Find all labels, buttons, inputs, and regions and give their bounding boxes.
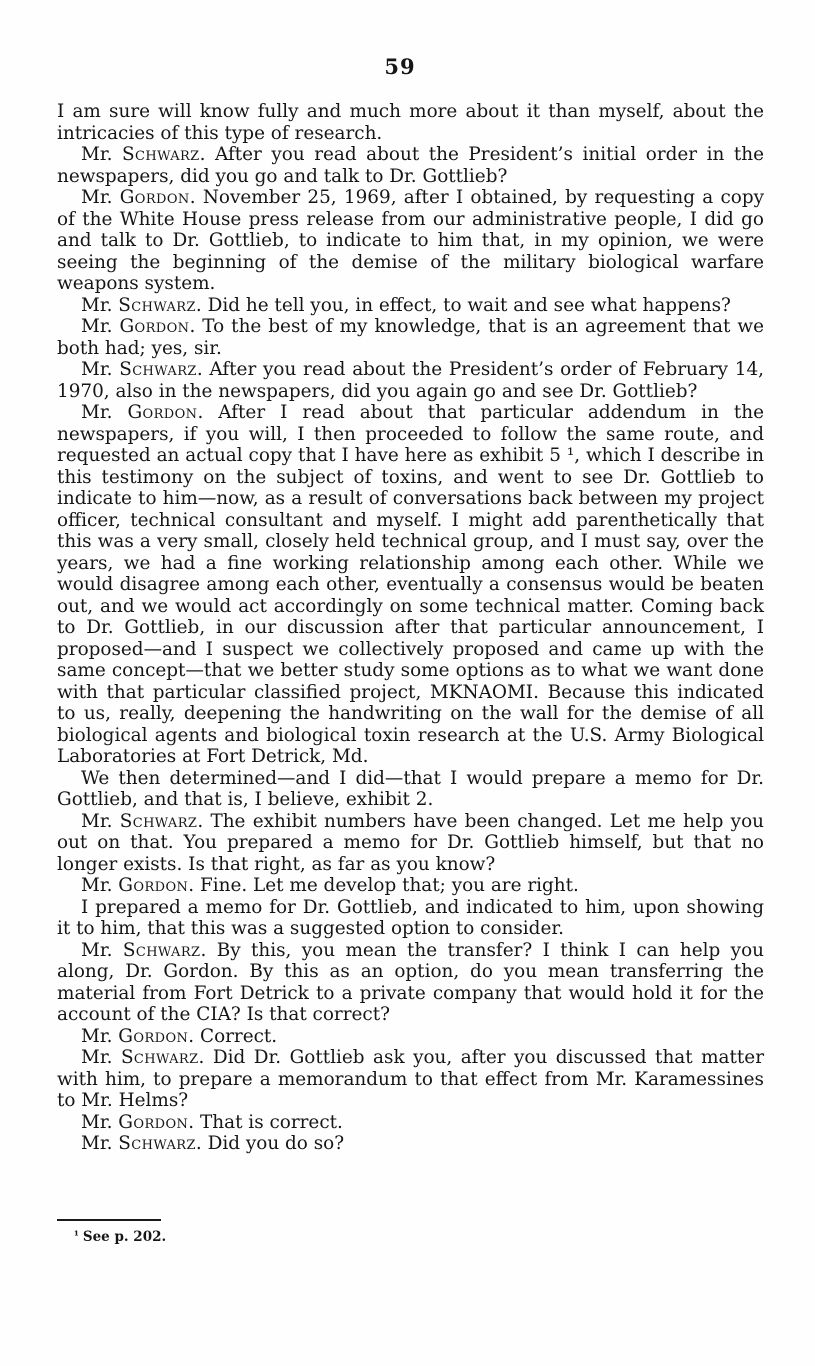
dialogue-paragraph: Mr. Schwarz. After you read about the President’s initial order in the newspapers, did you go and talk to Dr. Gottlieb? xyxy=(57,144,764,187)
speaker-name: Mr. Gordon. xyxy=(81,1025,200,1047)
speaker-name: Mr. Gordon. xyxy=(81,187,203,208)
speaker-surname: Gordon xyxy=(118,1025,189,1047)
dialogue-paragraph: Mr. Gordon. Correct. xyxy=(81,1025,278,1047)
footnote-divider xyxy=(57,1219,161,1221)
speaker-surname: Gordon xyxy=(119,316,190,337)
dialogue-paragraph: Mr. Schwarz. Did you do so? xyxy=(81,1133,345,1154)
speaker-name: Mr. Gordon. xyxy=(81,875,200,896)
speaker-name: Mr. Schwarz. xyxy=(81,939,217,961)
footnote-area xyxy=(57,1219,764,1245)
speaker-name: Mr. Gordon. xyxy=(81,402,219,423)
text-paragraph: I prepared a memo for Dr. Gottlieb, and indicated to him, upon showing it to him, that this was a suggested option to consider. xyxy=(57,896,764,939)
speaker-surname: Gordon xyxy=(119,187,190,208)
text-paragraph: We then determined—and I did—that I would prepare a memo for Dr. Gottlieb, and that is, I believe, exhibit 2. xyxy=(57,767,764,810)
speaker-name: Mr. Schwarz. xyxy=(81,1047,213,1068)
speaker-name: Mr. Schwarz. xyxy=(81,294,208,316)
dialogue-paragraph: Mr. Schwarz. After you read about the President’s order of February 14, 1970, also in the newspapers, did you again go and see Dr. Gottlieb? xyxy=(57,359,764,402)
page-number: 59 xyxy=(384,54,416,79)
dialogue-paragraph: Mr. Gordon. November 25, 1969, after I obtained, by requesting a copy of the White House press release from our administrative people, I did go and talk to Dr. Gottlieb, to indicate to him that, in my opinion, we were seeing the beginning of the demise of the military biological warfare weapons system. xyxy=(57,187,764,294)
speaker-name: Mr. Gordon. xyxy=(81,1111,200,1133)
speaker-surname: Schwarz xyxy=(118,1133,196,1154)
speaker-name: Mr. Schwarz. xyxy=(81,144,215,165)
dialogue-paragraph: Mr. Schwarz. By this, you mean the transfer? I think I can help you along, Dr. Gordon. By this as an option, do you mean transferring the material from Fort Detrick to a private company that would hold it for the account of the CIA? Is that correct? xyxy=(57,939,764,1025)
footnote-text xyxy=(57,1228,764,1245)
text-paragraph: I am sure will know fully and much more about it than myself, about the intricacies of this type of research. xyxy=(57,101,764,144)
dialogue-paragraph: Mr. Schwarz. The exhibit numbers have been changed. Let me help you out on that. You prepared a memo for Dr. Gottlieb himself, but that no longer exists. Is that right, as far as you know? xyxy=(57,810,764,875)
dialogue-paragraph: Mr. Schwarz. Did Dr. Gottlieb ask you, after you discussed that matter with him, to prepare a memorandum to that effect from Mr. Karamessines to Mr. Helms? xyxy=(57,1047,764,1111)
speaker-surname: Schwarz xyxy=(122,939,201,961)
footnote-label: See p. 202. xyxy=(82,1229,167,1245)
dialogue-paragraph: Mr. Gordon. After I read about that particular addendum in the newspapers, if you will, I then proceeded to follow the same route, and requested an actual copy that I have here as exhibit 5 ¹, which I describe in this testimony on the subject of toxins, and went to see Dr. Gottlieb to indicate to him—now, as a result of conversations back between my project officer, technical consultant and myself. I might add parenthetically that this was a very small, closely held technical group, and I must say, over the years, we had a fine working relationship among each other. While we would disagree among each other, eventually a consensus would be beaten out, and we would act accordingly on some technical matter. Coming back to Dr. Gottlieb, in our discussion after that particular announcement, I proposed—and I suspect we collectively proposed and came up with the same concept—that we better study some options as to what we want done with that particular classified project, MKNAOMI. Because this indicated to us, really, deepening the handwriting on the wall for the demise of all biological agents and biological toxin research at the U.S. Army Biological Laboratories at Fort Detrick, Md. xyxy=(57,402,765,767)
speaker-surname: Schwarz xyxy=(122,144,200,165)
speaker-surname: Gordon xyxy=(127,402,198,423)
speaker-surname: Gordon xyxy=(118,1111,189,1133)
speaker-surname: Schwarz xyxy=(120,1047,199,1068)
speaker-surname: Schwarz xyxy=(118,294,196,316)
dialogue-paragraph: Mr. Gordon. That is correct. xyxy=(81,1111,343,1133)
speaker-surname: Schwarz xyxy=(119,810,198,832)
speaker-name: Mr. Gordon. xyxy=(81,316,203,337)
speaker-surname: Schwarz xyxy=(119,359,197,380)
footnote-marker: ¹ xyxy=(74,1229,79,1242)
dialogue-paragraph: Mr. Schwarz. Did he tell you, in effect, to wait and see what happens? xyxy=(81,294,731,316)
dialogue-paragraph: Mr. Gordon. Fine. Let me develop that; you are right. xyxy=(81,875,579,896)
speaker-name: Mr. Schwarz. xyxy=(81,1133,208,1154)
transcript-body xyxy=(57,101,764,1155)
speaker-name: Mr. Schwarz. xyxy=(81,810,211,832)
speaker-surname: Gordon xyxy=(118,875,189,896)
dialogue-paragraph: Mr. Gordon. To the best of my knowledge, that is an agreement that we both had; yes, sir. xyxy=(57,316,764,359)
speaker-name: Mr. Schwarz. xyxy=(81,359,210,380)
